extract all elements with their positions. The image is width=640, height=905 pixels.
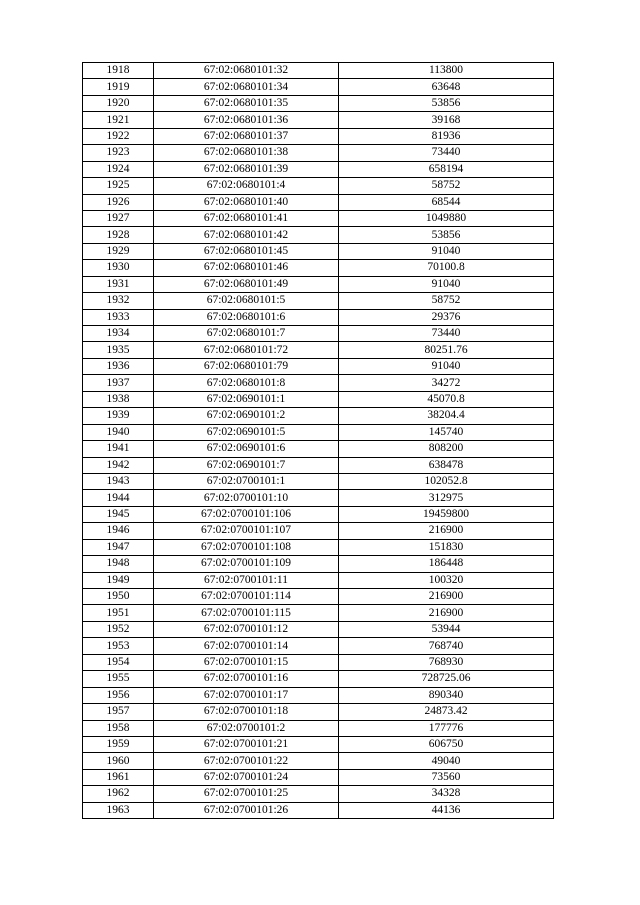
cadastral-value-cell: 81936	[339, 128, 554, 144]
cadastral-value-table	[82, 62, 554, 819]
cadastral-number-cell: 67:02:0680101:46	[154, 260, 339, 276]
cadastral-value-cell: 70100.8	[339, 260, 554, 276]
row-number-cell: 1928	[83, 227, 154, 243]
row-number-cell: 1958	[83, 720, 154, 736]
row-number-cell: 1931	[83, 276, 154, 292]
table-row	[83, 309, 554, 325]
table-row	[83, 671, 554, 687]
table-row	[83, 326, 554, 342]
table-row	[83, 391, 554, 407]
row-number-cell: 1926	[83, 194, 154, 210]
cadastral-value-cell: 53944	[339, 621, 554, 637]
table-body	[83, 63, 554, 819]
row-number-cell: 1937	[83, 375, 154, 391]
cadastral-value-cell: 1049880	[339, 210, 554, 226]
cadastral-number-cell: 67:02:0700101:14	[154, 638, 339, 654]
table-row	[83, 161, 554, 177]
row-number-cell: 1938	[83, 391, 154, 407]
table-row	[83, 736, 554, 752]
cadastral-value-cell: 808200	[339, 441, 554, 457]
cadastral-number-cell: 67:02:0700101:26	[154, 802, 339, 818]
row-number-cell: 1943	[83, 473, 154, 489]
cadastral-value-cell: 151830	[339, 539, 554, 555]
cadastral-value-cell: 91040	[339, 243, 554, 259]
row-number-cell: 1924	[83, 161, 154, 177]
cadastral-number-cell: 67:02:0680101:49	[154, 276, 339, 292]
row-number-cell: 1929	[83, 243, 154, 259]
cadastral-number-cell: 67:02:0700101:24	[154, 769, 339, 785]
row-number-cell: 1959	[83, 736, 154, 752]
table-row	[83, 79, 554, 95]
row-number-cell: 1954	[83, 654, 154, 670]
table-row	[83, 276, 554, 292]
cadastral-value-cell: 113800	[339, 63, 554, 79]
cadastral-number-cell: 67:02:0680101:34	[154, 79, 339, 95]
table-row	[83, 786, 554, 802]
cadastral-number-cell: 67:02:0700101:109	[154, 556, 339, 572]
cadastral-number-cell: 67:02:0690101:6	[154, 441, 339, 457]
row-number-cell: 1951	[83, 605, 154, 621]
cadastral-value-cell: 24873.42	[339, 704, 554, 720]
cadastral-value-cell: 312975	[339, 490, 554, 506]
cadastral-number-cell: 67:02:0690101:7	[154, 457, 339, 473]
table-row	[83, 95, 554, 111]
row-number-cell: 1932	[83, 293, 154, 309]
cadastral-value-cell: 68544	[339, 194, 554, 210]
row-number-cell: 1940	[83, 424, 154, 440]
table-row	[83, 556, 554, 572]
cadastral-value-cell: 49040	[339, 753, 554, 769]
cadastral-number-cell: 67:02:0700101:115	[154, 605, 339, 621]
table-row	[83, 769, 554, 785]
cadastral-value-cell: 100320	[339, 572, 554, 588]
cadastral-number-cell: 67:02:0700101:12	[154, 621, 339, 637]
cadastral-number-cell: 67:02:0690101:2	[154, 408, 339, 424]
cadastral-value-cell: 44136	[339, 802, 554, 818]
cadastral-number-cell: 67:02:0680101:45	[154, 243, 339, 259]
cadastral-number-cell: 67:02:0680101:72	[154, 342, 339, 358]
cadastral-number-cell: 67:02:0700101:106	[154, 506, 339, 522]
cadastral-number-cell: 67:02:0700101:17	[154, 687, 339, 703]
cadastral-value-cell: 768930	[339, 654, 554, 670]
cadastral-value-cell: 91040	[339, 358, 554, 374]
table-row	[83, 227, 554, 243]
table-row	[83, 753, 554, 769]
table-row	[83, 506, 554, 522]
table-row	[83, 687, 554, 703]
table-row	[83, 243, 554, 259]
row-number-cell: 1921	[83, 112, 154, 128]
cadastral-value-cell: 80251.76	[339, 342, 554, 358]
cadastral-number-cell: 67:02:0700101:18	[154, 704, 339, 720]
row-number-cell: 1923	[83, 145, 154, 161]
cadastral-number-cell: 67:02:0680101:6	[154, 309, 339, 325]
table-row	[83, 112, 554, 128]
row-number-cell: 1927	[83, 210, 154, 226]
row-number-cell: 1947	[83, 539, 154, 555]
cadastral-value-cell: 73440	[339, 326, 554, 342]
row-number-cell: 1941	[83, 441, 154, 457]
cadastral-number-cell: 67:02:0700101:11	[154, 572, 339, 588]
cadastral-number-cell: 67:02:0680101:4	[154, 178, 339, 194]
row-number-cell: 1945	[83, 506, 154, 522]
cadastral-value-cell: 102052.8	[339, 473, 554, 489]
table-row	[83, 210, 554, 226]
row-number-cell: 1961	[83, 769, 154, 785]
cadastral-number-cell: 67:02:0680101:7	[154, 326, 339, 342]
cadastral-number-cell: 67:02:0680101:5	[154, 293, 339, 309]
row-number-cell: 1935	[83, 342, 154, 358]
cadastral-number-cell: 67:02:0700101:25	[154, 786, 339, 802]
cadastral-value-cell: 58752	[339, 178, 554, 194]
row-number-cell: 1955	[83, 671, 154, 687]
cadastral-number-cell: 67:02:0680101:39	[154, 161, 339, 177]
cadastral-number-cell: 67:02:0680101:42	[154, 227, 339, 243]
row-number-cell: 1950	[83, 589, 154, 605]
cadastral-number-cell: 67:02:0700101:21	[154, 736, 339, 752]
table-row	[83, 408, 554, 424]
table-row	[83, 441, 554, 457]
cadastral-value-cell: 890340	[339, 687, 554, 703]
cadastral-number-cell: 67:02:0690101:1	[154, 391, 339, 407]
cadastral-value-cell: 19459800	[339, 506, 554, 522]
cadastral-value-cell: 186448	[339, 556, 554, 572]
cadastral-number-cell: 67:02:0680101:8	[154, 375, 339, 391]
cadastral-value-cell: 145740	[339, 424, 554, 440]
cadastral-value-cell: 73440	[339, 145, 554, 161]
cadastral-number-cell: 67:02:0700101:22	[154, 753, 339, 769]
cadastral-number-cell: 67:02:0680101:35	[154, 95, 339, 111]
row-number-cell: 1953	[83, 638, 154, 654]
row-number-cell: 1925	[83, 178, 154, 194]
table-row	[83, 145, 554, 161]
cadastral-value-cell: 53856	[339, 227, 554, 243]
cadastral-value-cell: 91040	[339, 276, 554, 292]
table-row	[83, 128, 554, 144]
row-number-cell: 1920	[83, 95, 154, 111]
table-row	[83, 375, 554, 391]
cadastral-value-cell: 177776	[339, 720, 554, 736]
cadastral-number-cell: 67:02:0680101:79	[154, 358, 339, 374]
cadastral-value-cell: 34328	[339, 786, 554, 802]
cadastral-number-cell: 67:02:0700101:114	[154, 589, 339, 605]
row-number-cell: 1946	[83, 523, 154, 539]
cadastral-value-cell: 63648	[339, 79, 554, 95]
table-row	[83, 589, 554, 605]
table-row	[83, 490, 554, 506]
row-number-cell: 1952	[83, 621, 154, 637]
table-row	[83, 621, 554, 637]
cadastral-value-cell: 38204.4	[339, 408, 554, 424]
cadastral-number-cell: 67:02:0700101:10	[154, 490, 339, 506]
cadastral-value-cell: 34272	[339, 375, 554, 391]
cadastral-number-cell: 67:02:0700101:15	[154, 654, 339, 670]
cadastral-value-cell: 606750	[339, 736, 554, 752]
cadastral-value-cell: 58752	[339, 293, 554, 309]
table-row	[83, 638, 554, 654]
cadastral-number-cell: 67:02:0680101:41	[154, 210, 339, 226]
row-number-cell: 1942	[83, 457, 154, 473]
row-number-cell: 1919	[83, 79, 154, 95]
row-number-cell: 1957	[83, 704, 154, 720]
table-row	[83, 720, 554, 736]
row-number-cell: 1960	[83, 753, 154, 769]
row-number-cell: 1962	[83, 786, 154, 802]
table-row	[83, 802, 554, 818]
table-row	[83, 358, 554, 374]
cadastral-number-cell: 67:02:0700101:107	[154, 523, 339, 539]
cadastral-number-cell: 67:02:0680101:36	[154, 112, 339, 128]
table-row	[83, 424, 554, 440]
cadastral-value-cell: 728725.06	[339, 671, 554, 687]
cadastral-number-cell: 67:02:0680101:37	[154, 128, 339, 144]
table-row	[83, 260, 554, 276]
row-number-cell: 1939	[83, 408, 154, 424]
table-row	[83, 473, 554, 489]
cadastral-number-cell: 67:02:0690101:5	[154, 424, 339, 440]
row-number-cell: 1948	[83, 556, 154, 572]
cadastral-value-cell: 73560	[339, 769, 554, 785]
table-row	[83, 654, 554, 670]
cadastral-number-cell: 67:02:0700101:1	[154, 473, 339, 489]
table-row	[83, 572, 554, 588]
row-number-cell: 1963	[83, 802, 154, 818]
table-row	[83, 178, 554, 194]
cadastral-number-cell: 67:02:0700101:16	[154, 671, 339, 687]
cadastral-value-cell: 53856	[339, 95, 554, 111]
table-row	[83, 293, 554, 309]
table-row	[83, 63, 554, 79]
cadastral-number-cell: 67:02:0700101:2	[154, 720, 339, 736]
cadastral-value-cell: 638478	[339, 457, 554, 473]
table-row	[83, 457, 554, 473]
cadastral-value-cell: 216900	[339, 589, 554, 605]
cadastral-value-cell: 45070.8	[339, 391, 554, 407]
row-number-cell: 1922	[83, 128, 154, 144]
table-row	[83, 605, 554, 621]
table-row	[83, 523, 554, 539]
cadastral-value-cell: 216900	[339, 523, 554, 539]
cadastral-number-cell: 67:02:0700101:108	[154, 539, 339, 555]
row-number-cell: 1918	[83, 63, 154, 79]
cadastral-number-cell: 67:02:0680101:38	[154, 145, 339, 161]
row-number-cell: 1936	[83, 358, 154, 374]
cadastral-value-cell: 658194	[339, 161, 554, 177]
row-number-cell: 1930	[83, 260, 154, 276]
cadastral-value-cell: 216900	[339, 605, 554, 621]
row-number-cell: 1934	[83, 326, 154, 342]
table-row	[83, 342, 554, 358]
cadastral-value-cell: 29376	[339, 309, 554, 325]
row-number-cell: 1949	[83, 572, 154, 588]
table-row	[83, 194, 554, 210]
cadastral-value-cell: 768740	[339, 638, 554, 654]
cadastral-value-cell: 39168	[339, 112, 554, 128]
cadastral-number-cell: 67:02:0680101:32	[154, 63, 339, 79]
row-number-cell: 1944	[83, 490, 154, 506]
row-number-cell: 1933	[83, 309, 154, 325]
row-number-cell: 1956	[83, 687, 154, 703]
table-row	[83, 539, 554, 555]
cadastral-number-cell: 67:02:0680101:40	[154, 194, 339, 210]
table-row	[83, 704, 554, 720]
